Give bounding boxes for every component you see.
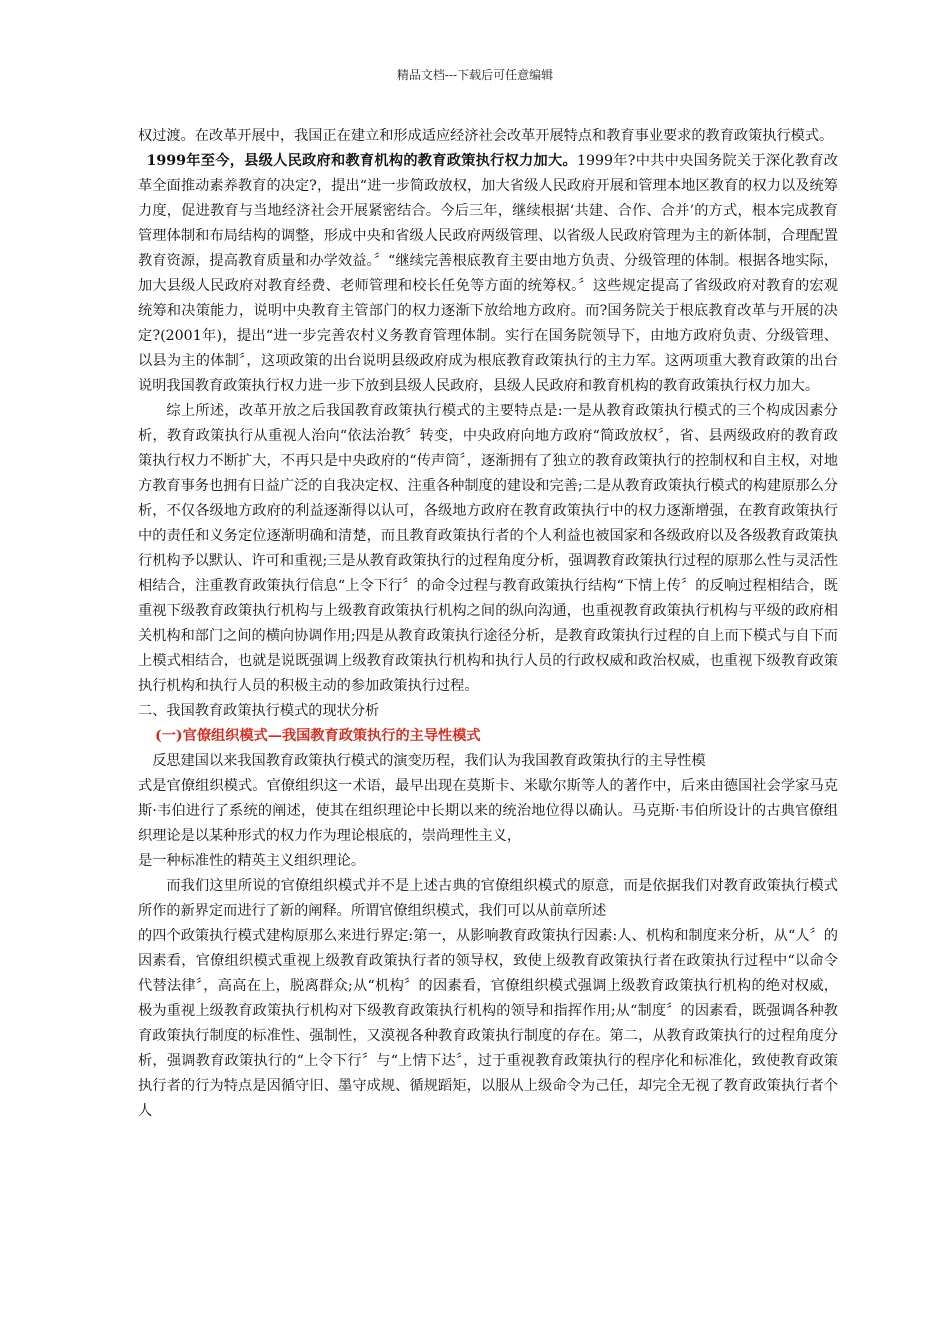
paragraph-bureaucracy-end: 是一种标准性的精英主义组织理论。 [138, 853, 366, 869]
paragraph-1999-reform [138, 149, 838, 399]
document-body [138, 124, 838, 1124]
paragraph-redefinition-intro: 而我们这里所说的官僚组织模式并不是上述古典的官僚组织模式的原意，而是依据我们对教育政策执行模式所作的新界定而进行了新的阐释。所谓官僚组织模式，我们可以从前章所述 [138, 878, 838, 919]
page-header: 精品文档---下载后可任意编辑 [396, 68, 554, 82]
paragraph-body: 1999年?中共中央国务院关于深化教育改革全面推动素养教育的决定?，提出“进一步简政放权，加大省级人民政府开展和管理本地区教育的权力以及统筹力度，促进教育与当地经济社会开展紧密结合。今后三年，继续根据‘共建、合作、合并’的方式，根本完成教育管理体制和布局结构的调整，形成中央和省级人民政府两级管理、以省级人民政府管理为主的新体制，合理配置教育资源，提高教育质量和办学效益。〞“继续完善根底教育主要由地方负责、分级管理的体制。根据各地实际，加大县级人民政府对教育经费、老师管理和校长任免等方面的统筹权。〞这些规定提高了省级政府对教育的宏观统筹和决策能力，说明中央教育主管部门的权力逐渐下放给地方政府。而?国务院关于根底教育改革与开展的决定?(2001年)，提出“进一步完善农村义务教育管理体制。实行在国务院领导下，由地方政府负责、分级管理、以县为主的体制〞，这项政策的出台说明县级政府成为根底教育政策执行的主力军。这两项重大教育政策的出台说明我国教育政策执行权力进一步下放到县级人民政府，县级人民政府和教育机构的教育政策执行权力加大。 [138, 153, 838, 394]
paragraph-lead-bold: 1999年至今，县级人民政府和教育机构的教育政策执行权力加大。 [146, 153, 577, 169]
paragraph-bureaucracy-intro: 反思建国以来我国教育政策执行模式的演变历程，我们认为我国教育政策执行的主导性模 [152, 753, 706, 769]
paragraph-summary: 综上所述，改革开放之后我国教育政策执行模式的主要特点是:一是从教育政策执行模式的三个构成因素分析，教育政策执行从重视人治向“依法治教〞转变，中央政府向地方政府“简政放权〞，省、县两级政府的教育政策执行权力不断扩大，不再只是中央政府的“传声筒〞，逐渐拥有了独立的教育政策执行的控制权和自主权，对地方教育事务也拥有日益广泛的自我决定权、注重各种制度的建设和完善;二是从教育政策执行模式的构建原那么分析，不仅各级地方政府的利益逐渐得以认可，各级地方政府在教育政策执行中的权力逐渐增强，在教育政策执行中的责任和义务定位逐渐明确和清楚，而且教育政策执行者的个人利益也被国家和各级政府以及各级教育政策执行机构予以默认、许可和重视;三是从教育政策执行的过程角度分析，强调教育政策执行过程的原那么性与灵活性相结合，注重教育政策执行信息“上令下行〞的命令过程与教育政策执行结构“下情上传〞的反响过程相结合，既重视下级教育政策执行机构与上级教育政策执行机构之间的纵向沟通，也重视教育政策执行机构与平级的政府相关机构和部门之间的横向协调作用;四是从教育政策执行途径分析，是教育政策执行过程的自上而下模式与自下而上模式相结合，也就是说既强调上级教育政策执行机构和执行人员的行政权威和政治权威，也重视下级教育政策执行机构和执行人员的积极主动的参加政策执行过程。 [138, 403, 838, 694]
subsection-heading: (一)官僚组织模式—我国教育政策执行的主导性模式 [155, 728, 481, 744]
paragraph-redefinition-body: 的四个政策执行模式建构原那么来进行界定:第一，从影响教育政策执行因素:人、机构和制度来分析，从“人〞的因素看，官僚组织模式重视上级教育政策执行者的领导权，致使上级教育政策执行者在政策执行过程中“以命令代替法律〞，高高在上，脱离群众;从“机构〞的因素看，官僚组织模式强调上级教育政策执行机构的绝对权威，极为重视上级教育政策执行机构对下级教育政策执行机构的领导和指挥作用;从“制度〞的因素看，既强调各种教育政策执行制度的标准性、强制性，又漠视各种教育政策执行制度的存在。第二，从教育政策执行的过程角度分析，强调教育政策执行的“上令下行〞与“上情下达〞，过于重视教育政策执行的程序化和标准化，致使教育政策执行者的行为特点是因循守旧、墨守成规、循规蹈矩，以服从上级命令为己任，却完全无视了教育政策执行者个人 [138, 928, 838, 1119]
paragraph-bureaucracy-body: 式是官僚组织模式。官僚组织这一术语，最早出现在莫斯卡、米歇尔斯等人的著作中，后来由德国社会学家马克斯·韦伯进行了系统的阐述，使其在组织理论中长期以来的统治地位得以确认。马克斯·韦伯所设计的古典官僚组织理论是以某种形式的权力作为理论根底的，崇尚理性主义， [138, 778, 838, 844]
section-heading: 二、我国教育政策执行模式的现状分析 [138, 703, 380, 719]
paragraph-continuation: 权过渡。在改革开展中，我国正在建立和形成适应经济社会改革开展特点和教育事业要求的教育政策执行模式。 [138, 128, 834, 144]
